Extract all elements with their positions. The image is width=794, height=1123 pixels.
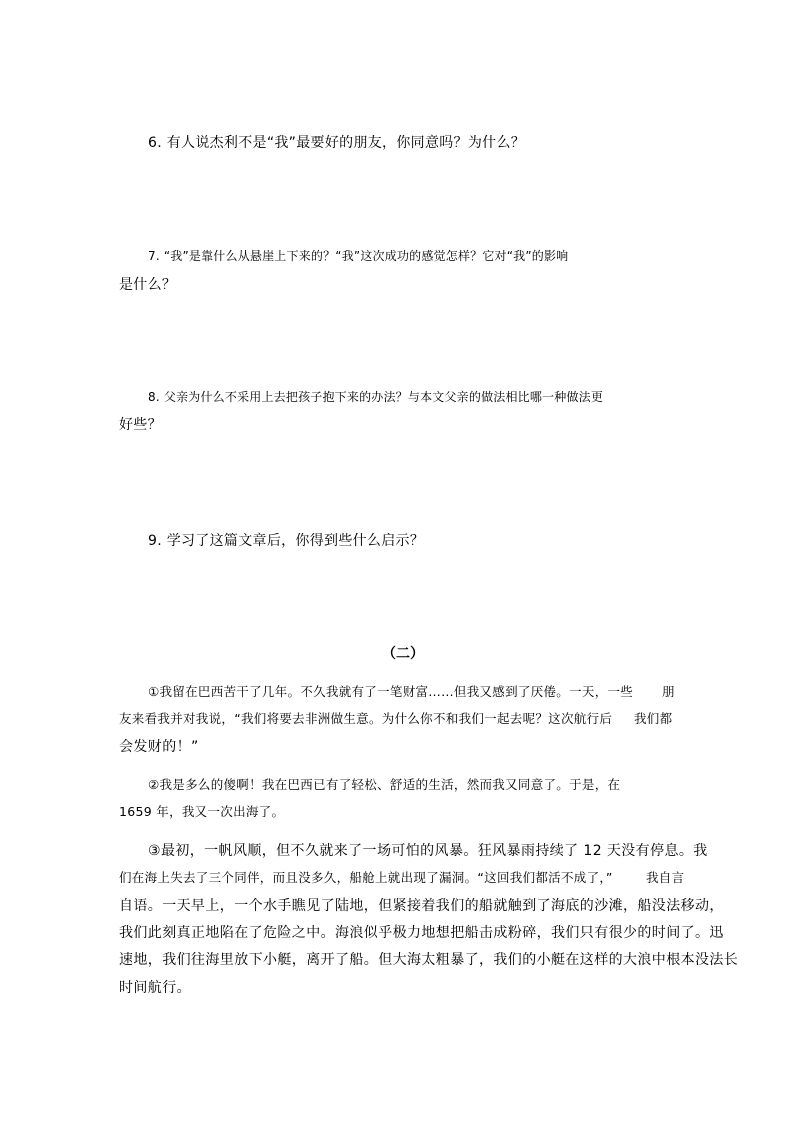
question-8-line-2: 好些？ bbox=[119, 417, 162, 433]
question-text: “我”是靠什么从悬崖上下来的？“我”这次成功的感觉怎样？它对“我”的影响 bbox=[163, 249, 569, 263]
question-number: 8. bbox=[148, 390, 160, 404]
passage-p2-line-1: ②我是多么的傻啊！我在巴西已有了轻松、舒适的生活，然而我又同意了。于是，在 bbox=[148, 777, 621, 792]
passage-p3-line-2: 们在海上失去了三个同伴，而且没多久，船舱上就出现了漏洞。“这回我们都活不成了，” bbox=[119, 870, 613, 885]
question-text: 父亲为什么不采用上去把孩子抱下来的办法？与本文父亲的做法相比哪一种做法更 bbox=[163, 390, 604, 404]
passage-p3-line-3: 自语。一天早上，一个水手瞧见了陆地，但紧接着我们的船就触到了海底的沙滩，船没法移动， bbox=[119, 898, 724, 914]
passage-p1-line-3: 会发财的！” bbox=[119, 739, 199, 755]
passage-p1-line-2: 友来看我并对我说，“我们将要去非洲做生意。为什么你不和我们一起去呢？这次航行后 bbox=[119, 711, 613, 726]
question-number: 6. bbox=[148, 135, 162, 151]
question-7-line-1 bbox=[148, 250, 568, 262]
passage-p2-line-2: 1659 年，我又一次出海了。 bbox=[119, 804, 285, 819]
passage-p3-line-5: 速地，我们往海里放下小艇，离开了船。但大海太粗暴了，我们的小艇在这样的大浪中根本没法长 bbox=[119, 952, 739, 968]
passage-p3-line-1: ③最初，一帆风顺，但不久就来了一场可怕的风暴。狂风暴雨持续了 12 天没有停息。我 bbox=[148, 843, 708, 859]
question-8-line-1 bbox=[148, 391, 603, 403]
question-number: 7. bbox=[148, 249, 160, 263]
passage-p1-line-2-end: 我们都 bbox=[634, 711, 673, 726]
passage-p3-line-6: 时间航行。 bbox=[119, 980, 191, 996]
question-text: 有人说杰利不是“我”最要好的朋友，你同意吗？为什么？ bbox=[166, 135, 526, 151]
question-6 bbox=[148, 136, 525, 150]
question-9 bbox=[148, 534, 424, 548]
section-title: （二） bbox=[382, 646, 424, 662]
passage-p3-line-4: 我们此刻真正地陷在了危险之中。海浪似乎极力地想把船击成粉碎，我们只有很少的时间了。迅 bbox=[119, 925, 724, 941]
question-text: 学习了这篇文章后，你得到些什么启示？ bbox=[166, 533, 425, 549]
question-number: 9. bbox=[148, 533, 162, 549]
passage-p3-line-2-end: 我自言 bbox=[646, 870, 685, 885]
question-7-line-2: 是什么？ bbox=[119, 277, 177, 293]
passage-p1-line-1-end: 朋 bbox=[662, 684, 675, 699]
passage-p1-line-1: ①我留在巴西苦干了几年。不久我就有了一笔财富……但我又感到了厌倦。一天，一些 bbox=[148, 684, 634, 699]
